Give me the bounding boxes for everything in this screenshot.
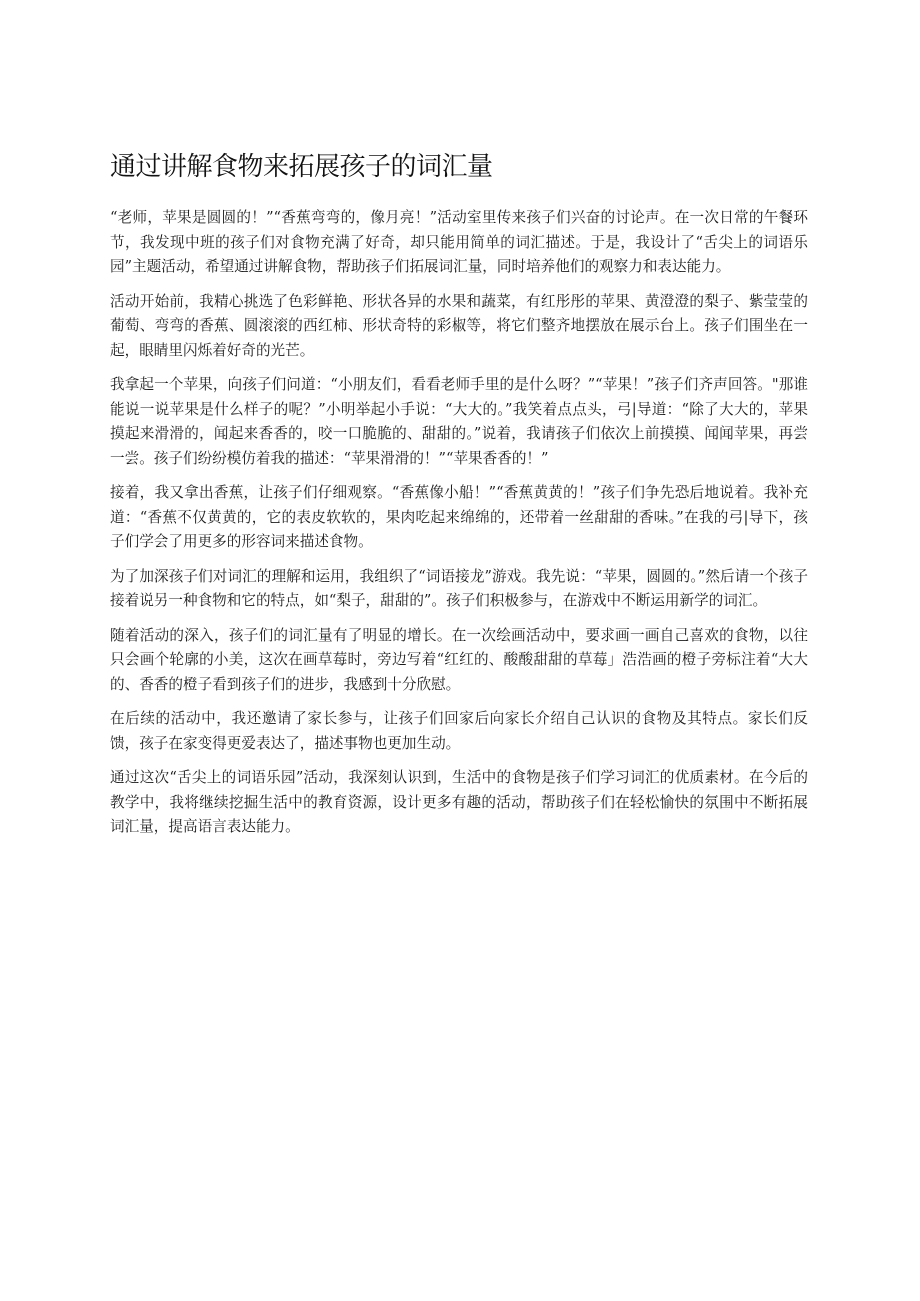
paragraph-3: 我拿起一个苹果，向孩子们问道：“小朋友们，看看老师手里的是什么呀？”“苹果！”孩子们齐声回答。"那谁能说一说苹果是什么样子的呢？”小明举起小手说：“大大的。”我笑着点点头，弓|导道：“除了大大的，苹果摸起来滑滑的，闻起来香香的，咬一口脆脆的、甜甜的。”说着，我请孩子们依次上前摸摸、闻闻苹果，再尝一尝。孩子们纷纷模仿着我的描述：“苹果滑滑的！”“苹果香香的！”: [110, 376, 808, 467]
page-title: 通过讲解食物来拓展孩子的词汇量: [110, 152, 493, 182]
paragraph-8: 通过这次“舌尖上的词语乐园”活动，我深刻认识到，生活中的食物是孩子们学习词汇的优质素材。在今后的教学中，我将继续挖掘生活中的教育资源，设计更多有趣的活动，帮助孩子们在轻松愉快的氛围中不断拓展词汇量，提高语言表达能力。: [110, 769, 808, 835]
paragraph-1: “老师，苹果是圆圆的！”“香蕉弯弯的，像月亮！”活动室里传来孩子们兴奋的讨论声。在一次日常的午餐环节，我发现中班的孩子们对食物充满了好奇，却只能用简单的词汇描述。于是，我设计了“舌尖上的词语乐园”主题活动，希望通过讲解食物，帮助孩子们拓展词汇量，同时培养他们的观察力和表达能力。: [110, 209, 808, 275]
paragraph-7: 在后续的活动中，我还邀请了家长参与，让孩子们回家后向家长介绍自己认识的食物及其特点。家长们反馈，孩子在家变得更爱表达了，描述事物也更加生动。: [110, 710, 808, 752]
document-page: [110, 150, 808, 850]
paragraph-2: 活动开始前，我精心挑选了色彩鲜艳、形状各异的水果和蔬菜，有红彤彤的苹果、黄澄澄的梨子、紫莹莹的葡萄、弯弯的香蕉、圆滚滚的西红柿、形状奇特的彩椒等，将它们整齐地摆放在展示台上。孩子们围坐在一起，眼睛里闪烁着好奇的光芒。: [110, 292, 808, 359]
paragraph-6: 随着活动的深入，孩子们的词汇量有了明显的增长。在一次绘画活动中，要求画一画自己喜欢的食物，以往只会画个轮廓的小美，这次在画草莓时，旁边写着“红红的、酸酸甜甜的草莓」浩浩画的橙子旁标注着“大大的、香香的橙子看到孩子们的进步，我感到十分欣慰。: [110, 626, 808, 693]
paragraph-5: 为了加深孩子们对词汇的理解和运用，我组织了“词语接龙”游戏。我先说：“苹果，圆圆的。”然后请一个孩子接着说另一种食物和它的特点，如“梨子，甜甜的”。孩子们积极参与，在游戏中不断运用新学的词汇。: [110, 567, 808, 609]
paragraph-4: 接着，我又拿出香蕉，让孩子们仔细观察。“香蕉像小船！”“香蕉黄黄的！”孩子们争先恐后地说着。我补充道：“香蕉不仅黄黄的，它的表皮软软的，果肉吃起来绵绵的，还带着一丝甜甜的香味。”在我的弓|导下，孩子们学会了用更多的形容词来描述食物。: [110, 484, 808, 550]
